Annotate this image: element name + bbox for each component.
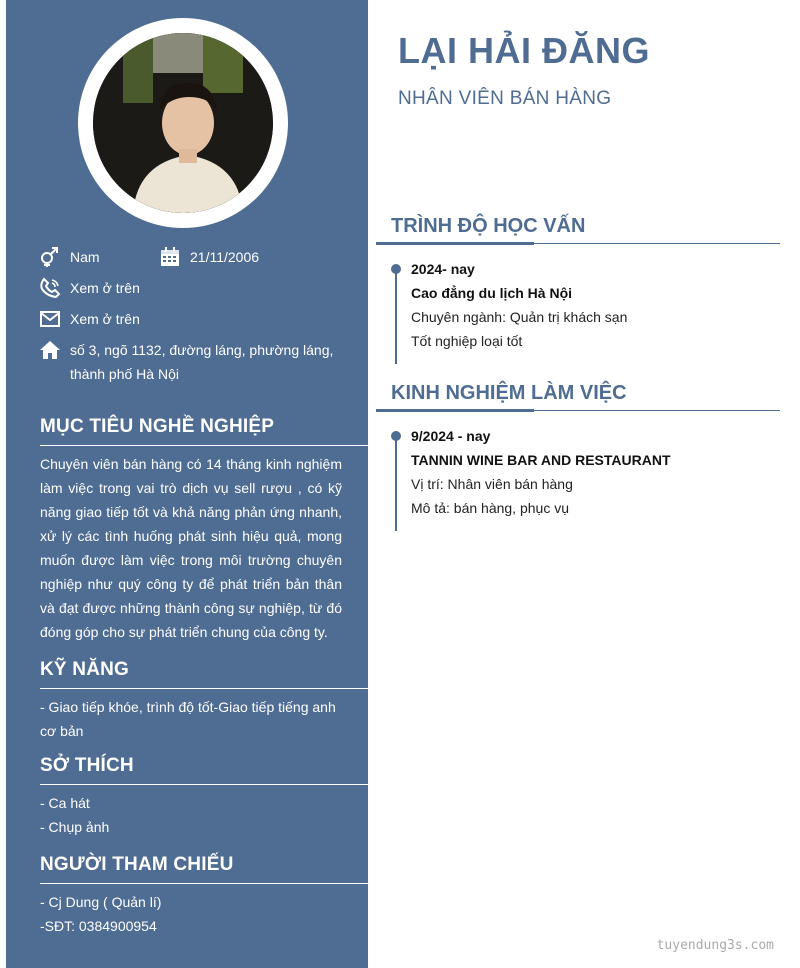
gender-value: Nam [70,249,100,265]
skills-text: - Giao tiếp khóe, trình độ tốt-Giao tiếp tiếng anh cơ bản [40,699,336,739]
birthday-value: 21/11/2006 [190,249,260,265]
reference-item: -SĐT: 0384900954 [40,918,157,934]
education-timeline [395,268,397,364]
hobbies-divider [40,784,368,785]
candidate-job-title: NHÂN VIÊN BÁN HÀNG [398,88,612,109]
sidebar [6,0,368,968]
email-value: Xem ở trên [70,311,140,327]
education-divider-accent [376,242,534,245]
email-icon [39,308,61,330]
hobby-item: - Chụp ảnh [40,819,110,835]
education-school: Cao đẳng du lịch Hà Nội [411,285,573,301]
experience-company: TANNIN WINE BAR AND RESTAURANT [411,452,671,468]
experience-timeline [395,435,397,531]
phone-value: Xem ở trên [70,280,140,296]
phone-icon [39,277,61,299]
hobby-item: - Ca hát [40,795,90,811]
education-period: 2024- nay [411,261,475,277]
reference-item: - Cj Dung ( Quản lí) [40,894,162,910]
skills-title: KỸ NĂNG [40,659,130,680]
education-major: Chuyên ngành: Quản trị khách sạn [411,309,628,325]
education-result: Tốt nghiệp loại tốt [411,333,523,349]
references-title: NGƯỜI THAM CHIẾU [40,854,234,875]
objective-title: MỤC TIÊU NGHỀ NGHIỆP [40,416,275,437]
objective-text: Chuyên viên bán hàng có 14 tháng kinh nghiệm làm việc trong vai trò dịch vụ sell rượu , có kỹ năng giao tiếp tốt và khả năng phản ứng nhanh, xử lý các tình huống phát sinh hiệu quả, mong muốn được làm việc trong môi trường chuyên nghiệp như quý công ty để phát triển bản thân và đạt được những thành công sự nghiệp, từ đó đóng góp cho sự phát triển chung của công ty. [40,456,342,640]
avatar-portrait-image [93,33,273,213]
experience-position: Vị trí: Nhân viên bán hàng [411,476,573,492]
experience-divider-accent [376,409,534,412]
calendar-icon [159,246,181,268]
candidate-name: LẠI HẢI ĐĂNG [398,30,650,71]
avatar [93,33,273,213]
gender-icon [39,246,61,268]
education-timeline-dot [391,264,401,274]
hobbies-title: SỞ THÍCH [40,755,134,776]
skills-divider [40,688,368,689]
experience-timeline-dot [391,431,401,441]
references-divider [40,883,368,884]
education-title: TRÌNH ĐỘ HỌC VẤN [391,215,586,237]
address-line-1: số 3, ngõ 1132, đường láng, phường láng, [70,342,334,358]
experience-title: KINH NGHIỆM LÀM VIỆC [391,382,627,404]
home-icon [39,339,61,361]
experience-description: Mô tả: bán hàng, phục vụ [411,500,569,516]
watermark: tuyendung3s.com [656,938,774,953]
avatar-frame [78,18,288,228]
objective-divider [40,445,368,446]
experience-period: 9/2024 - nay [411,428,491,444]
address-line-2: thành phố Hà Nội [70,366,179,382]
